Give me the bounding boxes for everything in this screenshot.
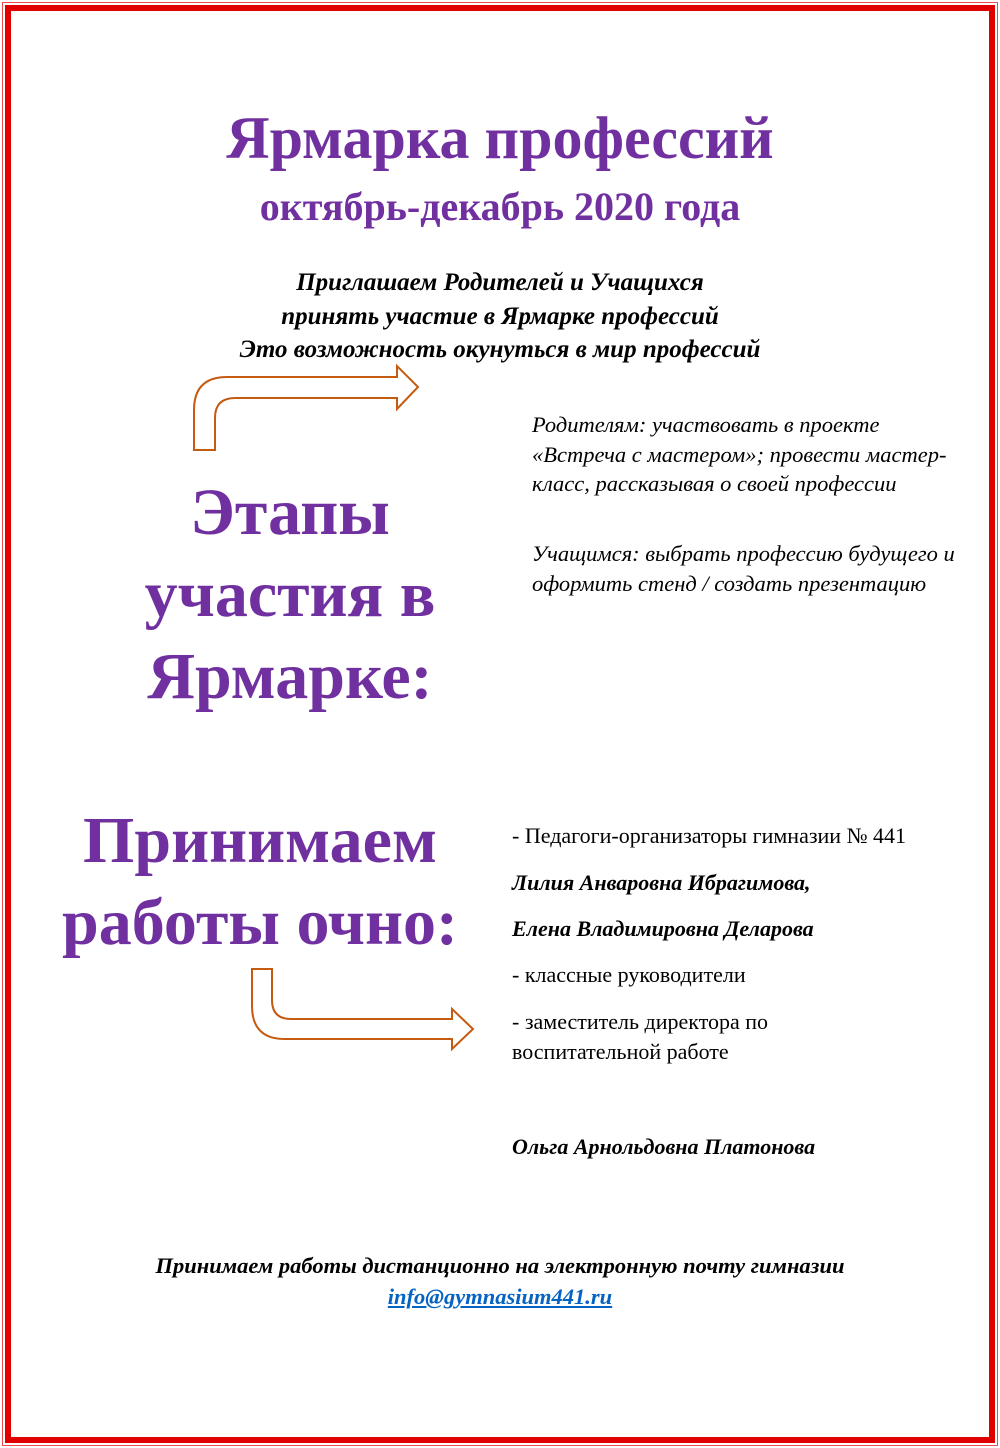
stages-heading xyxy=(100,472,480,718)
organizer-name: Елена Владимировна Деларова xyxy=(512,916,814,941)
stages-heading-line: участия в xyxy=(144,558,436,631)
invitation-line: принять участие в Ярмарке профессий xyxy=(281,302,719,330)
accept-heading-line: Принимаем xyxy=(83,804,437,877)
deputy-item: - заместитель директора по воспитательной работе xyxy=(512,1009,769,1064)
invitation-line: Это возможность окунуться в мир профессий xyxy=(239,336,761,363)
footer-text: Принимаем работы дистанционно на электронную почту гимназии xyxy=(155,1253,845,1278)
organizer-name: Лилия Анваровна Ибрагимова, xyxy=(512,870,811,895)
invitation-line: Приглашаем Родителей и Учащихся xyxy=(296,269,704,296)
deputy-name: Ольга Арнольдовна Платонова xyxy=(512,1134,816,1159)
email-link[interactable]: info@gymnasium441.ru xyxy=(387,1284,613,1309)
students-info: Учащимся: выбрать профессию будущего и оформить стенд / создать презентацию xyxy=(532,541,955,596)
parents-info: Родителям: участвовать в проекте «Встреча с мастером»; провести мастер-класс, рассказывая о своей профессии xyxy=(532,412,947,496)
stages-heading-line: Этапы xyxy=(190,476,390,549)
footer xyxy=(0,1250,1000,1312)
bent-arrow-up-right-icon xyxy=(194,366,418,450)
page-title: Ярмарка профессий xyxy=(226,105,774,171)
organizers-item: - Педагоги-организаторы гимназии № 441 xyxy=(512,823,907,848)
teachers-item: - классные руководители xyxy=(512,962,746,987)
accept-heading xyxy=(40,800,480,964)
page-subtitle: октябрь-декабрь 2020 года xyxy=(259,184,741,229)
bent-arrow-down-right-icon xyxy=(252,969,473,1049)
stages-heading-line: Ярмарке: xyxy=(147,640,433,713)
accept-heading-line: работы очно: xyxy=(62,886,458,959)
